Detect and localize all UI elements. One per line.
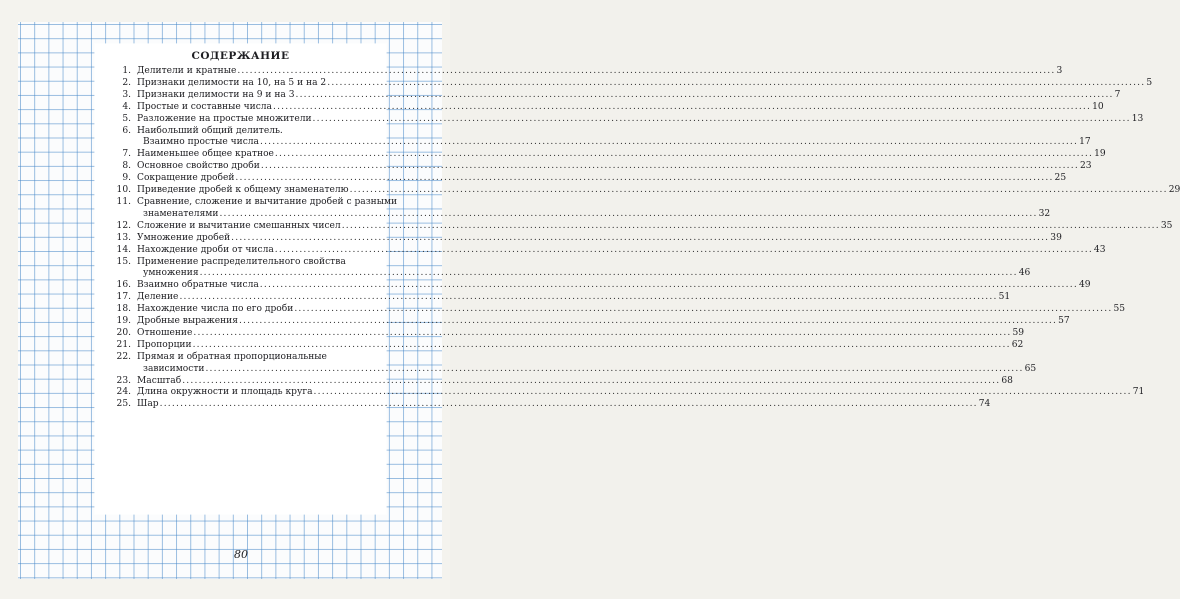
toc-entry bbox=[102, 149, 1106, 161]
toc-entry bbox=[102, 89, 1121, 102]
toc-entry-title: Шар bbox=[137, 399, 159, 410]
toc-entry-title: Простые и составные числа bbox=[137, 101, 272, 112]
toc-entry bbox=[102, 77, 1153, 90]
toc-entry-page: 51 bbox=[998, 292, 1011, 303]
toc-entry-title: Длина окружности и площадь круга bbox=[137, 387, 313, 398]
dot-leader: ........................................................................................................................................................................................................ bbox=[349, 185, 1168, 196]
toc-entry-title: Деление bbox=[137, 292, 179, 303]
toc-entry-number: 3. bbox=[122, 89, 131, 100]
toc-entry-page: 35 bbox=[1160, 220, 1173, 231]
toc-entry-title: Применение распределительного свойства bbox=[137, 256, 346, 267]
toc-entry-title: Прямая и обратная пропорциональные bbox=[137, 351, 327, 362]
toc-entry-number: 4. bbox=[122, 101, 131, 112]
dot-leader: ........................................................................................................................................................................................................ bbox=[259, 280, 1078, 291]
toc-entry-number: 25. bbox=[116, 399, 131, 410]
toc-entry-title: Сокращение дробей bbox=[137, 173, 235, 184]
toc-entry-title: Умножение дробей bbox=[137, 232, 231, 243]
dot-leader: ........................................................................................................................................................................................................ bbox=[182, 375, 1001, 386]
dot-leader: ........................................................................................................................................................................................................ bbox=[272, 101, 1092, 112]
toc-entry-page: 74 bbox=[978, 399, 991, 410]
dot-leader: ........................................................................................................................................................................................................ bbox=[313, 387, 1132, 398]
toc-entry-page: 29 bbox=[1168, 185, 1180, 196]
toc-entry bbox=[102, 351, 1037, 376]
dot-leader: ........................................................................................................................................................................................................ bbox=[295, 89, 1114, 100]
toc-entry-page: 62 bbox=[1011, 339, 1024, 350]
toc-entry-number: 21. bbox=[116, 339, 131, 350]
toc-entry bbox=[102, 232, 1062, 245]
toc-entry bbox=[102, 304, 1126, 316]
dot-leader: ........................................................................................................................................................................................................ bbox=[260, 161, 1079, 172]
toc-entry bbox=[102, 256, 1031, 281]
toc-entry bbox=[102, 375, 1013, 388]
toc-entry-number: 20. bbox=[116, 327, 131, 338]
toc-entry-page: 57 bbox=[1058, 316, 1070, 327]
toc-entry-number: 17. bbox=[116, 292, 131, 303]
toc-entry bbox=[102, 387, 1145, 399]
toc-entry-title: Приведение дробей к общему знаменателю bbox=[137, 185, 349, 196]
toc-entry-page: 3 bbox=[1056, 66, 1063, 76]
toc-entry-page: 49 bbox=[1078, 280, 1091, 291]
toc-entry-number: 24. bbox=[116, 387, 131, 398]
toc-entry-page: 5 bbox=[1146, 77, 1153, 88]
toc-entry bbox=[102, 399, 991, 411]
toc-entry-number: 18. bbox=[116, 304, 131, 315]
toc-entry-title: Наибольший общий делитель. bbox=[137, 125, 283, 136]
contents-title: СОДЕРЖАНИЕ bbox=[191, 50, 290, 62]
toc-entry-title: Сложение и вычитание смешанных чисел bbox=[137, 220, 341, 231]
toc-entry-title: Наименьшее общее кратное bbox=[137, 149, 274, 160]
dot-leader: ........................................................................................................................................................................................................ bbox=[312, 113, 1131, 124]
toc-entry-page: 7 bbox=[1114, 89, 1121, 100]
toc-entry-title: Основное свойство дроби bbox=[137, 161, 260, 172]
toc-entry-page: 43 bbox=[1093, 244, 1106, 255]
dot-leader: ........................................................................................................................................................................................................ bbox=[237, 66, 1056, 76]
toc-entry bbox=[102, 161, 1092, 173]
toc-entry-page: 65 bbox=[1024, 363, 1037, 374]
dot-leader: ........................................................................................................................................................................................................ bbox=[341, 220, 1160, 231]
dot-leader: ........................................................................................................................................................................................................ bbox=[231, 232, 1050, 243]
toc-entry bbox=[102, 66, 1063, 78]
dot-leader: ........................................................................................................................................................................................................ bbox=[219, 208, 1038, 219]
toc-entry-number: 2. bbox=[122, 77, 131, 88]
toc-entry-title: Отношение bbox=[137, 327, 193, 338]
toc-entry-page: 17 bbox=[1079, 137, 1091, 148]
toc-entry-title: Пропорции bbox=[137, 339, 192, 350]
toc-entry bbox=[102, 327, 1025, 340]
toc-entry-page: 39 bbox=[1050, 232, 1062, 243]
toc-entry-title: зависимости bbox=[143, 363, 205, 374]
dot-leader: ........................................................................................................................................................................................................ bbox=[259, 137, 1079, 148]
toc-entry-number: 11. bbox=[116, 196, 131, 207]
toc-entry bbox=[102, 125, 1091, 150]
toc-entry-number: 12. bbox=[116, 220, 131, 231]
toc-entry-number: 19. bbox=[116, 316, 131, 327]
toc-entry-page: 59 bbox=[1012, 327, 1025, 338]
toc-entry-page: 23 bbox=[1079, 161, 1092, 172]
dot-leader: ........................................................................................................................................................................................................ bbox=[192, 339, 1011, 350]
toc-entry bbox=[102, 244, 1106, 257]
toc-entry-title: Признаки делимости на 10, на 5 и на 2 bbox=[137, 77, 327, 88]
toc-entry-title: Признаки делимости на 9 и на 3 bbox=[137, 89, 295, 100]
toc-entry-page: 10 bbox=[1092, 101, 1104, 112]
dot-leader: ........................................................................................................................................................................................................ bbox=[235, 173, 1054, 184]
toc-entry bbox=[102, 173, 1067, 185]
toc-entry-number: 9. bbox=[122, 173, 131, 184]
toc-entry-title: Нахождение числа по его дроби bbox=[137, 304, 294, 315]
toc-entry bbox=[102, 101, 1104, 114]
toc-entry bbox=[102, 185, 1180, 197]
dot-leader: ........................................................................................................................................................................................................ bbox=[199, 268, 1018, 279]
dot-leader: ........................................................................................................................................................................................................ bbox=[327, 77, 1146, 88]
toc-entry-number: 22. bbox=[116, 351, 131, 362]
toc-entry-page: 32 bbox=[1038, 208, 1051, 219]
toc-entry-page: 55 bbox=[1113, 304, 1126, 315]
dot-leader: ........................................................................................................................................................................................................ bbox=[274, 244, 1093, 255]
toc-entry-title: Масштаб bbox=[137, 375, 182, 386]
toc-entry-title: Взаимно простые числа bbox=[143, 137, 259, 148]
toc-entry bbox=[102, 280, 1091, 292]
dot-leader: ........................................................................................................................................................................................................ bbox=[179, 292, 998, 303]
toc-entry-number: 7. bbox=[122, 149, 131, 160]
toc-entry-title: Разложение на простые множители bbox=[137, 113, 312, 124]
toc-entry-page: 68 bbox=[1001, 375, 1013, 386]
toc-entry bbox=[102, 220, 1173, 233]
toc-entry-number: 16. bbox=[116, 280, 131, 291]
dot-leader: ........................................................................................................................................................................................................ bbox=[294, 304, 1113, 315]
dot-leader: ........................................................................................................................................................................................................ bbox=[159, 399, 978, 410]
toc-entry-number: 1. bbox=[122, 66, 131, 76]
dot-leader: ........................................................................................................................................................................................................ bbox=[205, 363, 1024, 374]
dot-leader: ........................................................................................................................................................................................................ bbox=[193, 327, 1012, 338]
toc-entry-title: Делители и кратные bbox=[137, 66, 237, 76]
toc-entry-page: 25 bbox=[1054, 173, 1067, 184]
dot-leader: ........................................................................................................................................................................................................ bbox=[274, 149, 1094, 160]
toc-entry-number: 8. bbox=[122, 161, 131, 172]
toc-entry-number: 10. bbox=[116, 185, 131, 196]
toc-entry-number: 15. bbox=[116, 256, 131, 267]
toc-entry-title: Сравнение, сложение и вычитание дробей с разными bbox=[137, 196, 398, 207]
toc-entry-number: 23. bbox=[116, 375, 131, 386]
toc-entry bbox=[102, 292, 1011, 304]
toc-entry-page: 19 bbox=[1094, 149, 1106, 160]
toc-entry bbox=[102, 339, 1024, 352]
toc-entry-title: Нахождение дроби от числа bbox=[137, 244, 274, 255]
table-of-contents bbox=[102, 66, 1180, 411]
toc-entry-title: умножения bbox=[143, 268, 199, 279]
toc-entry bbox=[102, 113, 1144, 126]
toc-entry-title: знаменателями bbox=[143, 208, 219, 219]
toc-entry-page: 13 bbox=[1131, 113, 1144, 124]
toc-entry-number: 5. bbox=[122, 113, 131, 124]
toc-entry-title: Дробные выражения bbox=[137, 316, 238, 327]
toc-entry bbox=[102, 316, 1070, 328]
toc-entry-page: 46 bbox=[1018, 268, 1031, 279]
toc-entry-number: 6. bbox=[122, 125, 131, 136]
dot-leader: ........................................................................................................................................................................................................ bbox=[238, 316, 1058, 327]
toc-entry-title: Взаимно обратные числа bbox=[137, 280, 259, 291]
toc-entry bbox=[102, 196, 1051, 221]
toc-entry-number: 13. bbox=[116, 232, 131, 243]
page-number: 80 bbox=[234, 548, 248, 561]
toc-entry-number: 14. bbox=[116, 244, 131, 255]
toc-entry-page: 71 bbox=[1132, 387, 1145, 398]
